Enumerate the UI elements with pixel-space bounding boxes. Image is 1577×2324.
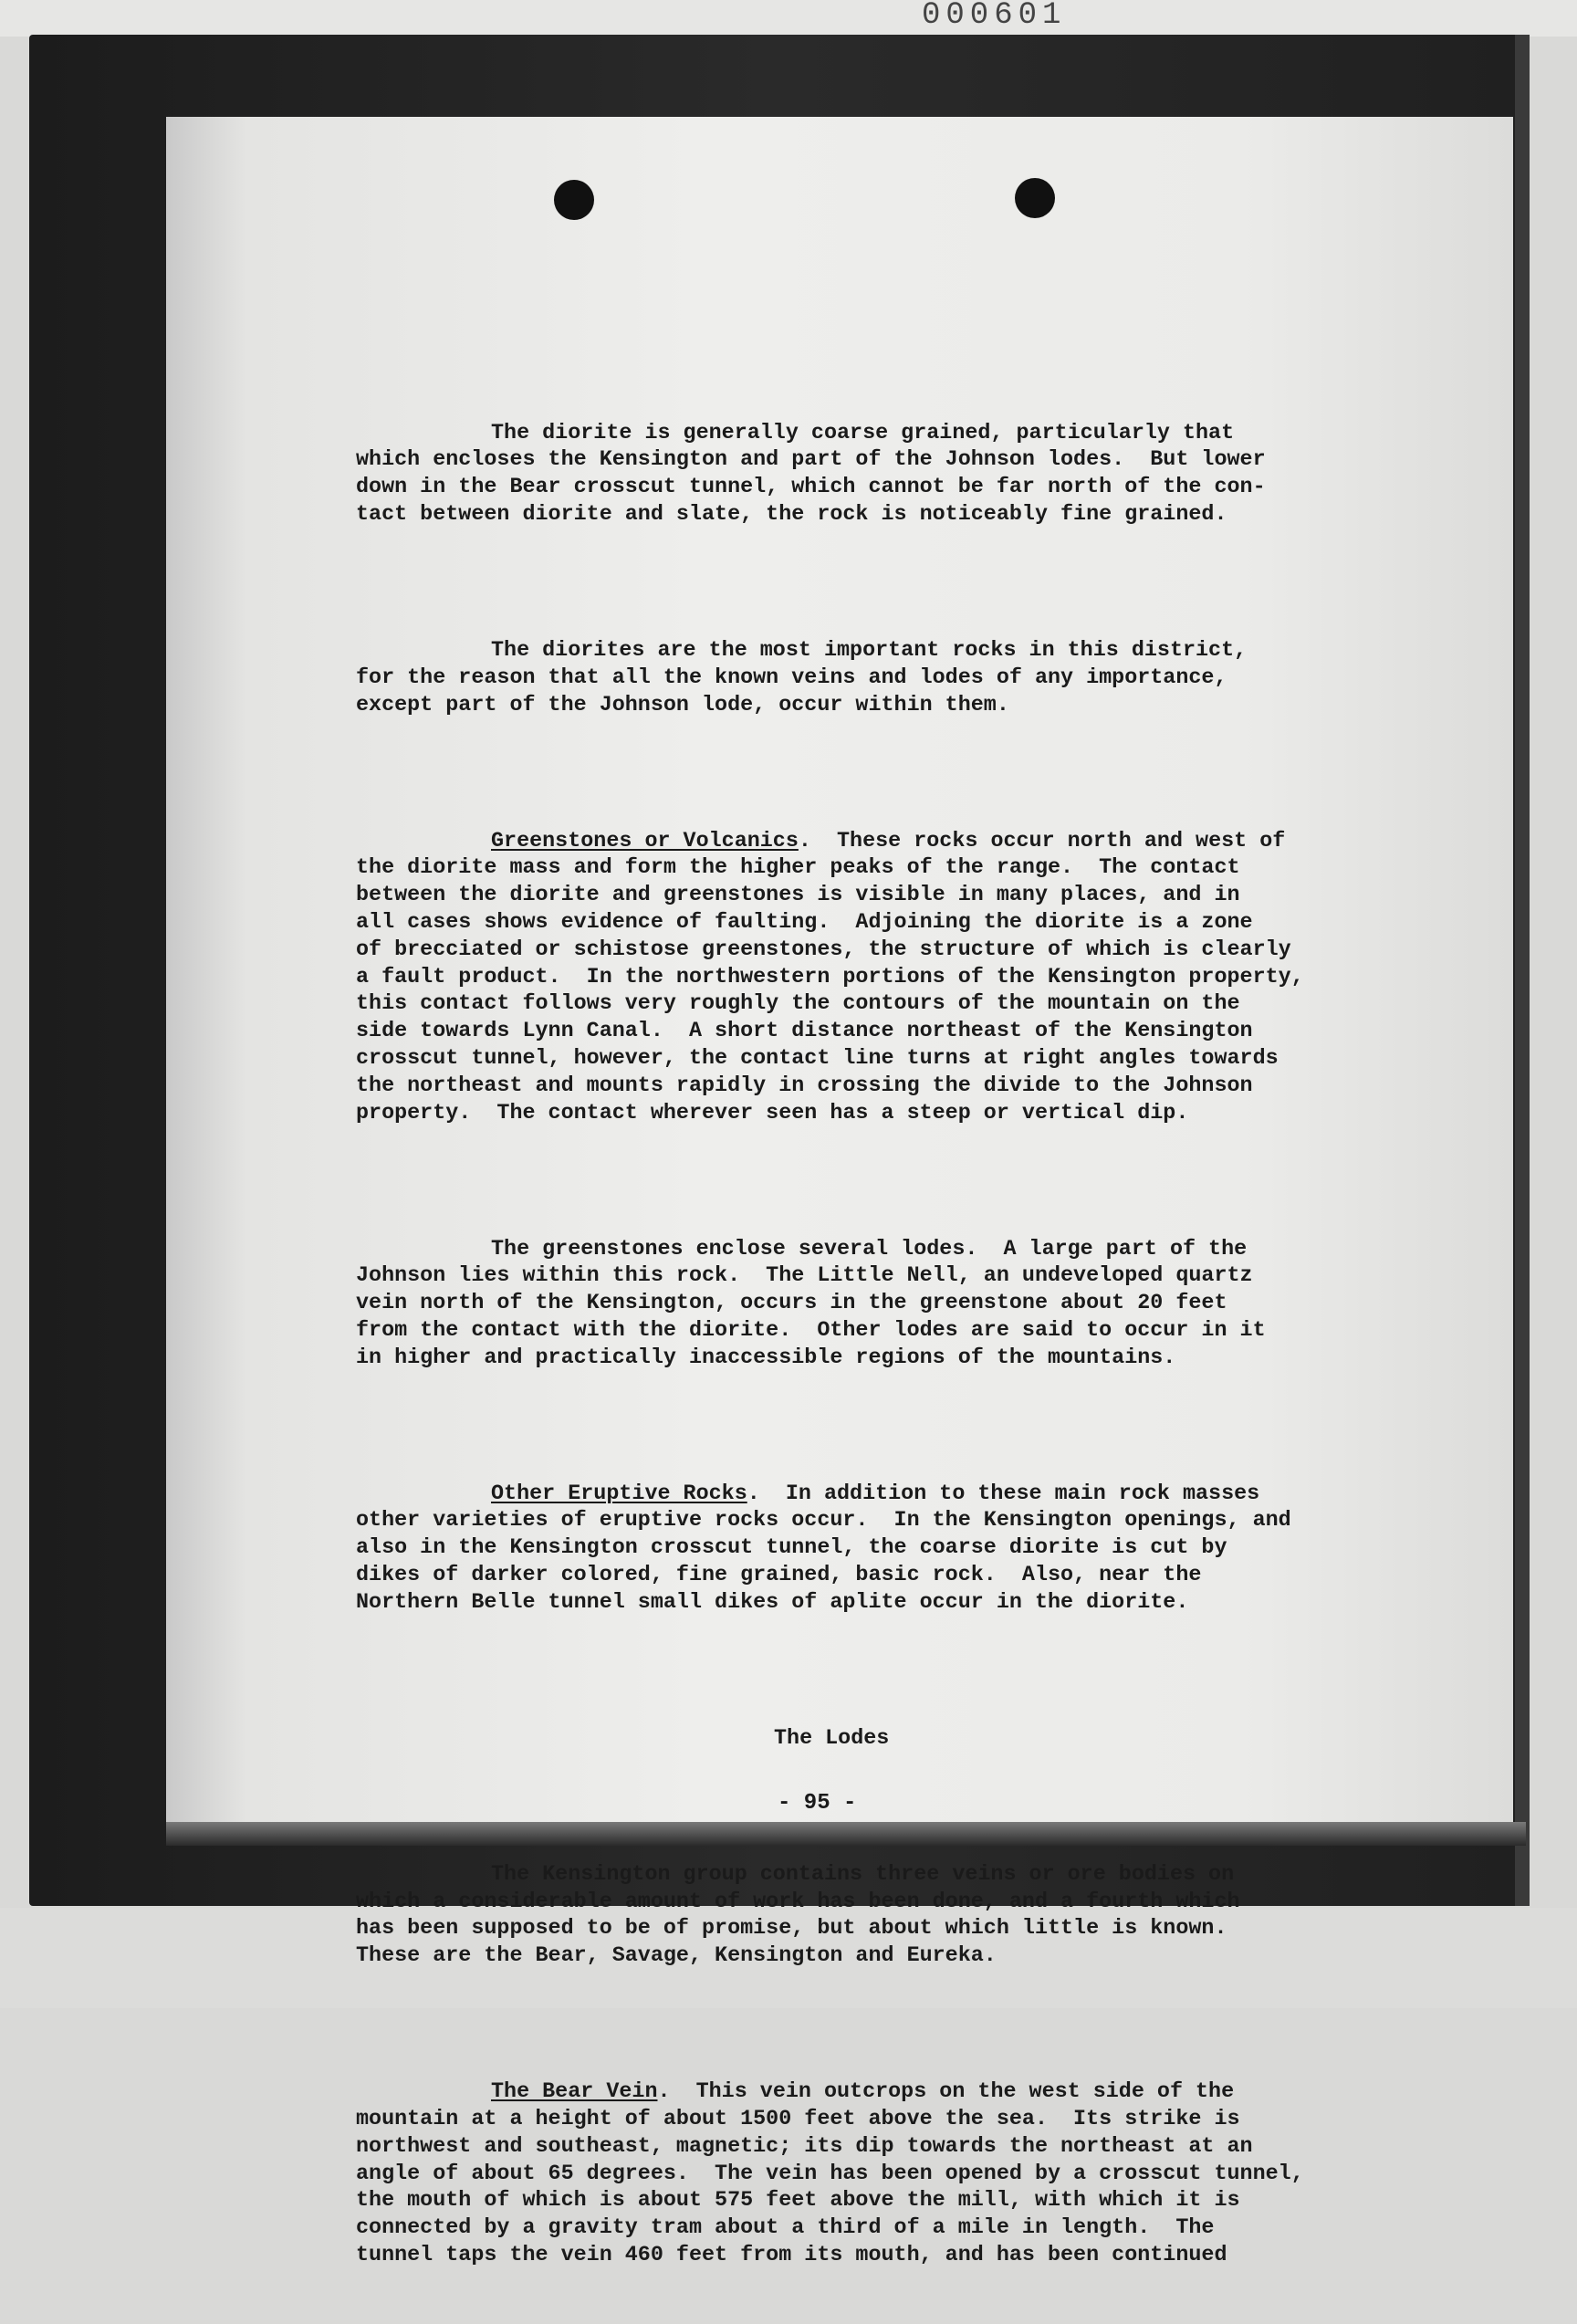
- text-line: The diorite is generally coarse grained, particularly that: [491, 421, 1235, 445]
- text-fragment: . This vein outcrops on the west side of the: [657, 2080, 1235, 2105]
- text-line: [356, 829, 1387, 856]
- text-line: from the contact with the diorite. Other lodes are said to occur in it: [356, 1318, 1266, 1343]
- text-line: for the reason that all the known veins and lodes of any importance,: [356, 665, 1227, 690]
- document-text: [356, 366, 1387, 2324]
- punch-hole-left: [554, 180, 594, 220]
- text-fragment: . In addition to these main rock masses: [747, 1481, 1260, 1506]
- text-line: down in the Bear crosscut tunnel, which cannot be far north of the con-: [356, 476, 1266, 500]
- text-line: of brecciated or schistose greenstones, the structure of which is clearly: [356, 937, 1291, 962]
- page-number: - 95 -: [778, 1791, 857, 1816]
- text-line: which a considerable amount of work has been done, and a fourth which: [356, 1890, 1240, 1914]
- text-line: other varieties of eruptive rocks occur. In the Kensington openings, and: [356, 1509, 1291, 1534]
- text-line: the mouth of which is about 575 feet above the mill, with which it is: [356, 2189, 1240, 2214]
- text-line: The Kensington group contains three veins or ore bodies on: [491, 1862, 1235, 1887]
- text-line: angle of about 65 degrees. The vein has been opened by a crosscut tunnel,: [356, 2162, 1304, 2186]
- text-line: mountain at a height of about 1500 feet above the sea. Its strike is: [356, 2108, 1240, 2131]
- text-line: has been supposed to be of promise, but about which little is known.: [356, 1917, 1227, 1942]
- paragraph-diorite-grain: [356, 421, 1387, 529]
- text-line: between the diorite and greenstones is visible in many places, and in: [356, 884, 1240, 908]
- scan-top-margin: [0, 0, 1577, 37]
- punch-hole-right: [1015, 178, 1055, 218]
- text-line: all cases shows evidence of faulting. Adjoining the diorite is a zone: [356, 910, 1253, 935]
- text-line: the northeast and mounts rapidly in crossing the divide to the Johnson: [356, 1073, 1253, 1098]
- text-line: in higher and practically inaccessible regions of the mountains.: [356, 1345, 1176, 1370]
- text-fragment: . These rocks occur north and west of: [798, 829, 1286, 853]
- text-line: side towards Lynn Canal. A short distance northeast of the Kensington: [356, 1020, 1253, 1044]
- text-line: also in the Kensington crosscut tunnel, the coarse diorite is cut by: [356, 1536, 1227, 1561]
- paragraph-eruptive-rocks: [356, 1481, 1387, 1617]
- text-line: The diorites are the most important rocks in this district,: [491, 638, 1248, 663]
- microfilm-edge: [1515, 35, 1530, 1906]
- text-line: The greenstones enclose several lodes. A large part of the: [491, 1237, 1248, 1261]
- text-line: except part of the Johnson lode, occur within them.: [356, 693, 1009, 717]
- text-line: Northern Belle tunnel small dikes of aplite occur in the diorite.: [356, 1590, 1189, 1615]
- text-line: the diorite mass and form the higher peaks of the range. The contact: [356, 856, 1240, 881]
- text-line: northwest and southeast, magnetic; its dip towards the northeast at an: [356, 2134, 1253, 2159]
- text-line: These are the Bear, Savage, Kensington and Eureka.: [356, 1944, 997, 1969]
- paragraph-kensington-group: [356, 1862, 1387, 1971]
- text-line: connected by a gravity tram about a third of a mile in length. The: [356, 2216, 1215, 2241]
- paragraph-bear-vein: [356, 2079, 1387, 2270]
- frame-number: 000601: [922, 0, 1067, 33]
- section-title-lodes: The Lodes: [774, 1726, 890, 1751]
- paragraph-greenstone-lodes: [356, 1237, 1387, 1373]
- text-line: [356, 2079, 1387, 2107]
- section-heading-eruptive: Other Eruptive Rocks: [491, 1481, 747, 1506]
- paragraph-greenstones: [356, 829, 1387, 1128]
- text-line: vein north of the Kensington, occurs in the greenstone about 20 feet: [356, 1292, 1227, 1316]
- text-line: tact between diorite and slate, the rock is noticeably fine grained.: [356, 502, 1227, 527]
- text-line: which encloses the Kensington and part of the Johnson lodes. But lower: [356, 448, 1266, 473]
- paragraph-diorite-importance: [356, 638, 1387, 719]
- text-line: a fault product. In the northwestern portions of the Kensington property,: [356, 965, 1304, 989]
- text-line: Johnson lies within this rock. The Little Nell, an undeveloped quartz: [356, 1264, 1253, 1289]
- section-heading-bear-vein: The Bear Vein: [491, 2080, 658, 2105]
- section-heading-greenstones: Greenstones or Volcanics: [491, 829, 799, 853]
- text-line: dikes of darker colored, fine grained, basic rock. Also, near the: [356, 1564, 1202, 1588]
- text-line: tunnel taps the vein 460 feet from its mouth, and has been continued: [356, 2243, 1227, 2267]
- text-line: this contact follows very roughly the contours of the mountain on the: [356, 992, 1240, 1017]
- text-line: [356, 1481, 1387, 1509]
- text-line: crosscut tunnel, however, the contact line turns at right angles towards: [356, 1046, 1279, 1071]
- text-line: property. The contact wherever seen has a steep or vertical dip.: [356, 1101, 1189, 1125]
